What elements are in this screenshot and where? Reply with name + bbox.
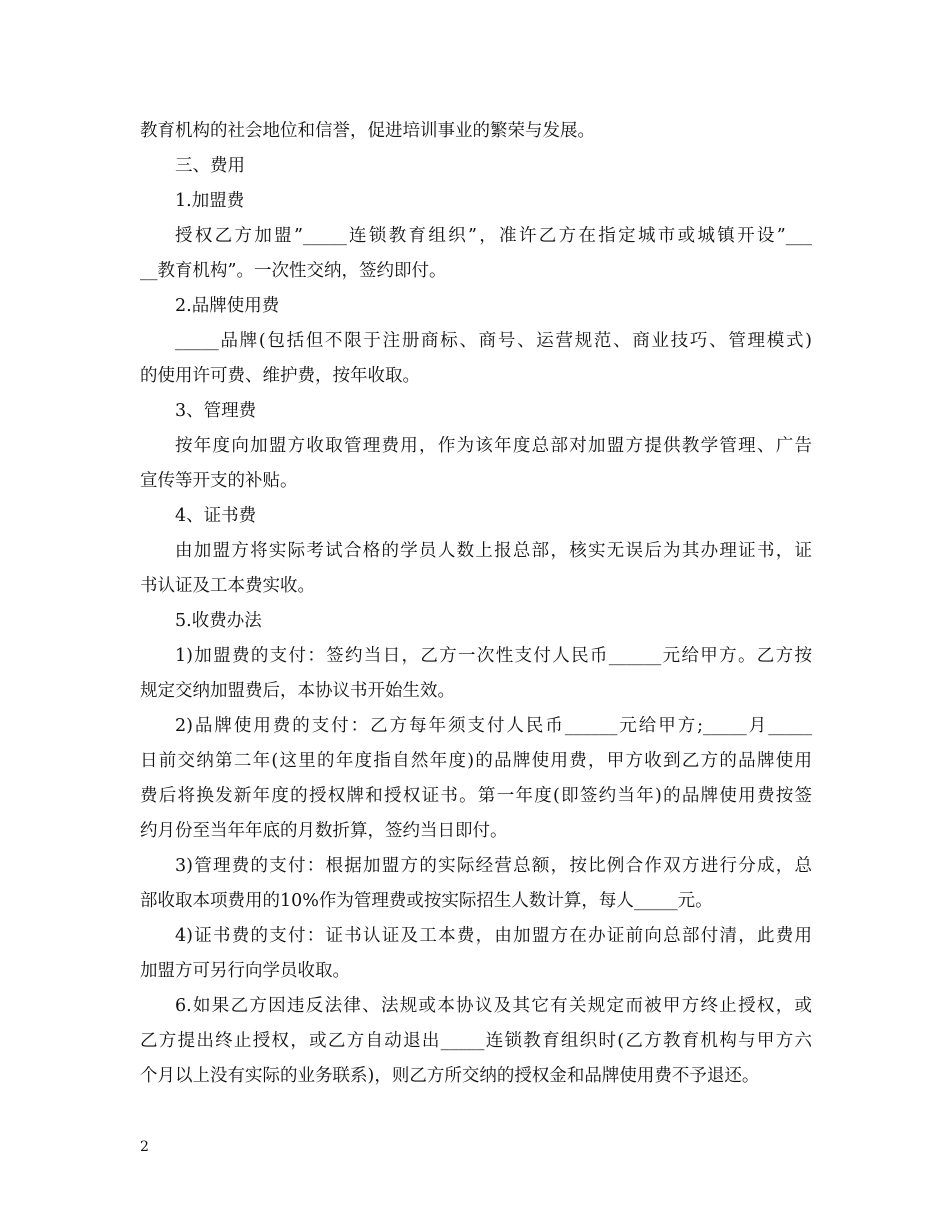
text-line: 书认证及工本费实收。 bbox=[140, 576, 315, 596]
page-number: 2 bbox=[140, 1139, 149, 1155]
text-line: _____品牌(包括但不限于注册商标、商号、运营规范、商业技巧、管理模式) bbox=[175, 331, 812, 351]
text-line: 约月份至当年年底的月数折算，签约当日即付。 bbox=[140, 821, 508, 841]
subsection-heading: 2.品牌使用费 bbox=[175, 296, 280, 316]
text-line: 规定交纳加盟费后，本协议书开始生效。 bbox=[140, 681, 455, 701]
subsection-heading: 4、证书费 bbox=[175, 506, 257, 526]
text-line: 4)证书费的支付：证书认证及工本费，由加盟方在办证前向总部付清，此费用 bbox=[175, 926, 812, 946]
text-line: 部收取本项费用的10%作为管理费或按实际招生人数计算，每人_____元。 bbox=[140, 891, 713, 911]
text-line: 1)加盟费的支付：签约当日，乙方一次性支付人民币______元给甲方。乙方按 bbox=[175, 646, 812, 666]
text-line: 宣传等开支的补贴。 bbox=[140, 471, 298, 491]
text-line: 乙方提出终止授权，或乙方自动退出_____连锁教育组织时(乙方教育机构与甲方六 bbox=[140, 1031, 812, 1051]
subsection-heading: 1.加盟费 bbox=[175, 191, 245, 211]
section-heading: 三、费用 bbox=[175, 156, 245, 176]
text-line: 日前交纳第二年(这里的年度指自然年度)的品牌使用费，甲方收到乙方的品牌使用 bbox=[140, 751, 812, 771]
subsection-heading: 3、管理费 bbox=[175, 401, 257, 421]
text-line: 教育机构的社会地位和信誉，促进培训事业的繁荣与发展。 bbox=[140, 121, 595, 141]
text-line: 加盟方可另行向学员收取。 bbox=[140, 961, 350, 981]
text-line: 授权乙方加盟”_____连锁教育组织”，准许乙方在指定城市或城镇开设”___ bbox=[175, 226, 812, 246]
text-line: 6.如果乙方因违反法律、法规或本协议及其它有关规定而被甲方终止授权，或 bbox=[175, 996, 812, 1016]
text-line: 费后将换发新年度的授权牌和授权证书。第一年度(即签约当年)的品牌使用费按签 bbox=[140, 786, 812, 806]
text-line: 个月以上没有实际的业务联系)，则乙方所交纳的授权金和品牌使用费不予退还。 bbox=[140, 1066, 760, 1086]
text-line: 按年度向加盟方收取管理费用，作为该年度总部对加盟方提供教学管理、广告 bbox=[175, 436, 812, 456]
text-line: 3)管理费的支付：根据加盟方的实际经营总额，按比例合作双方进行分成，总 bbox=[175, 856, 812, 876]
text-line: 2)品牌使用费的支付：乙方每年须支付人民币______元给甲方;_____月_____ bbox=[175, 716, 812, 736]
subsection-heading: 5.收费办法 bbox=[175, 611, 262, 631]
text-line: 由加盟方将实际考试合格的学员人数上报总部，核实无误后为其办理证书，证 bbox=[175, 541, 812, 561]
text-line: 的使用许可费、维护费，按年收取。 bbox=[140, 366, 420, 386]
text-line: __教育机构”。一次性交纳，签约即付。 bbox=[140, 261, 447, 281]
